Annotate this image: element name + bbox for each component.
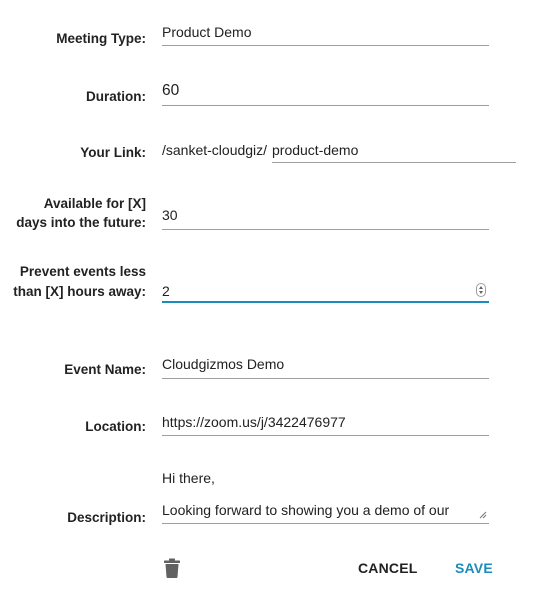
meeting-type-field[interactable] xyxy=(162,23,489,46)
duration-label: Duration: xyxy=(86,89,146,104)
your-link-prefix: /sanket-cloudgiz/ xyxy=(162,142,268,158)
meeting-type-label: Meeting Type: xyxy=(56,31,146,46)
prevent-hours-underline-focused xyxy=(162,301,489,303)
available-days-label-line2: days into the future: xyxy=(16,215,146,230)
available-days-label-line1: Available for [X] xyxy=(43,196,146,211)
duration-value[interactable]: 60 xyxy=(162,82,180,99)
meeting-type-value[interactable]: Product Demo xyxy=(162,24,252,40)
location-field[interactable] xyxy=(162,413,489,436)
cancel-button[interactable]: CANCEL xyxy=(358,560,418,576)
spinner-up-icon[interactable] xyxy=(479,286,483,289)
meeting-type-underline xyxy=(162,45,489,46)
description-textarea[interactable] xyxy=(162,469,489,524)
prevent-hours-label-line2: than [X] hours away: xyxy=(13,284,146,299)
event-name-value[interactable]: Cloudgizmos Demo xyxy=(162,356,285,372)
resize-handle-icon[interactable] xyxy=(479,511,487,519)
event-name-label: Event Name: xyxy=(64,362,146,377)
event-name-underline xyxy=(162,378,489,379)
prevent-hours-value[interactable]: 2 xyxy=(162,283,170,299)
prevent-hours-label-line1: Prevent events less xyxy=(19,264,146,279)
trash-icon[interactable] xyxy=(164,558,180,578)
description-label: Description: xyxy=(67,510,146,525)
location-label: Location: xyxy=(85,419,146,434)
your-link-slug-field[interactable] xyxy=(272,141,516,163)
duration-underline xyxy=(162,105,489,106)
description-line1[interactable]: Hi there, xyxy=(162,470,215,486)
number-spinner-icon[interactable] xyxy=(476,283,486,297)
description-line2[interactable]: Looking forward to showing you a demo of our xyxy=(162,502,450,518)
available-days-underline xyxy=(162,229,489,230)
available-days-value[interactable]: 30 xyxy=(162,207,178,223)
location-value[interactable]: https://zoom.us/j/3422476977 xyxy=(162,414,346,430)
save-button[interactable]: SAVE xyxy=(455,560,493,576)
duration-field[interactable] xyxy=(162,81,489,106)
available-days-field[interactable] xyxy=(162,205,489,230)
your-link-underline xyxy=(272,162,516,163)
prevent-hours-field[interactable] xyxy=(162,281,489,304)
spinner-down-icon[interactable] xyxy=(479,291,483,294)
your-link-label: Your Link: xyxy=(80,145,146,160)
description-underline xyxy=(162,523,489,524)
your-link-slug-value[interactable]: product-demo xyxy=(272,142,359,158)
location-underline xyxy=(162,435,489,436)
event-name-field[interactable] xyxy=(162,355,489,379)
